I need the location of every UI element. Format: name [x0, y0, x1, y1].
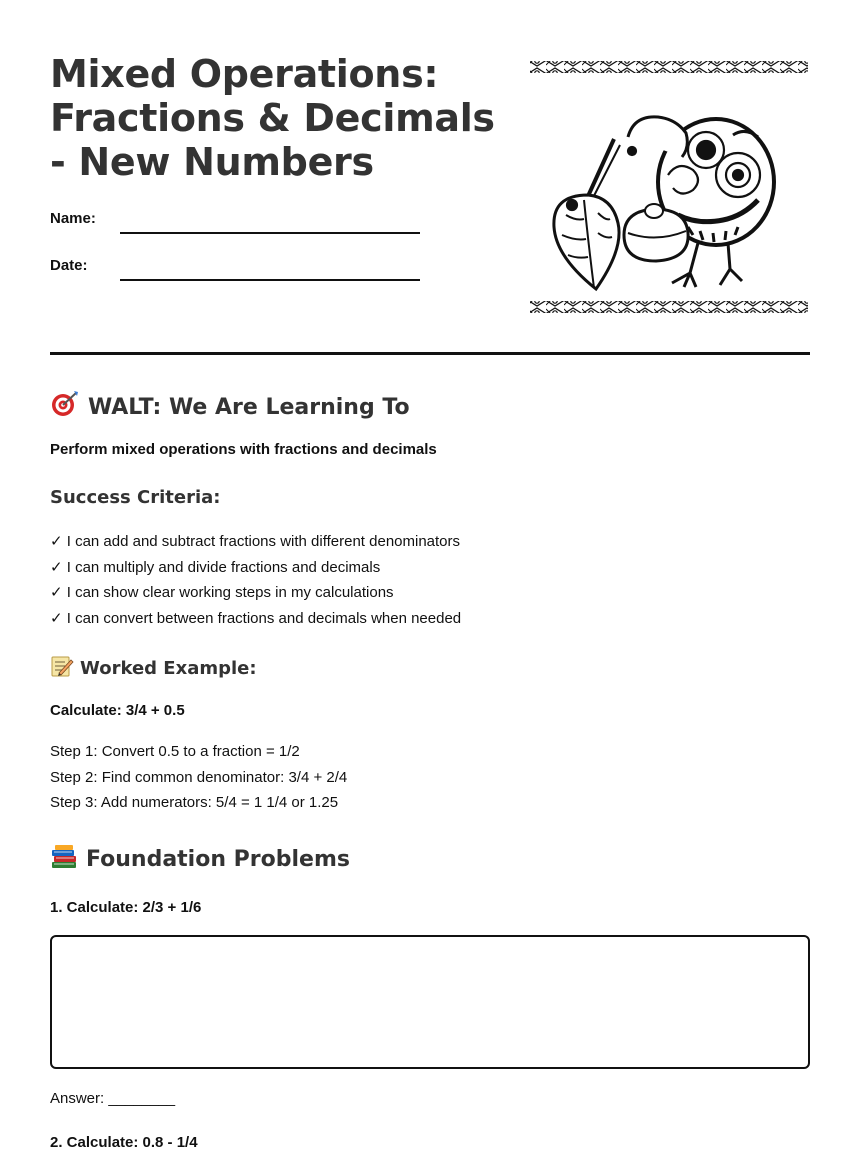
worksheet-title: Mixed Operations: Fractions & Decimals - New Numbers	[50, 52, 495, 184]
problem-question: 2. Calculate: 0.8 - 1/4	[50, 1134, 198, 1151]
date-label: Date:	[50, 257, 88, 274]
books-icon	[50, 842, 78, 876]
answer-workspace[interactable]	[50, 935, 810, 1069]
memo-icon	[50, 654, 74, 683]
name-field	[50, 210, 420, 234]
pattern-border-bottom	[530, 301, 808, 313]
criteria-item: ✓ I can convert between fractions and decimals when needed	[50, 609, 462, 627]
date-field	[50, 257, 420, 281]
target-icon	[50, 390, 80, 424]
walt-heading-text: WALT: We Are Learning To	[88, 394, 410, 420]
name-line[interactable]	[120, 232, 420, 234]
worked-example-heading-text: Worked Example:	[80, 658, 257, 679]
worksheet	[50, 0, 810, 1151]
name-label: Name:	[50, 210, 96, 227]
worked-example-heading	[50, 654, 257, 683]
step-item: Step 1: Convert 0.5 to a fraction = 1/2	[50, 743, 300, 760]
pattern-border-top	[530, 61, 808, 73]
foundation-heading-text: Foundation Problems	[86, 846, 350, 872]
worked-example-question: Calculate: 3/4 + 0.5	[50, 702, 185, 719]
step-item: Step 2: Find common denominator: 3/4 + 2/4	[50, 768, 348, 786]
foundation-heading	[50, 842, 350, 876]
criteria-item: ✓ I can show clear working steps in my calculations	[50, 584, 394, 601]
kiwi-bird-illustration	[528, 55, 810, 320]
worked-example-steps	[50, 739, 347, 816]
problem-question: 1. Calculate: 2/3 + 1/6	[50, 899, 202, 916]
step-item: Step 3: Add numerators: 5/4 = 1 1/4 or 1.25	[50, 794, 339, 811]
criteria-item: ✓ I can add and subtract fractions with different denominators	[50, 533, 461, 550]
date-line[interactable]	[120, 279, 420, 281]
answer-label: Answer: ________	[50, 1090, 176, 1107]
success-criteria-heading: Success Criteria:	[50, 487, 221, 508]
kiwi-bird	[554, 117, 774, 289]
walt-heading	[50, 390, 410, 424]
worksheet-header	[50, 0, 810, 355]
walt-goal: Perform mixed operations with fractions and decimals	[50, 441, 437, 458]
criteria-item: ✓ I can multiply and divide fractions and decimals	[50, 558, 381, 576]
success-criteria-list	[50, 529, 461, 631]
